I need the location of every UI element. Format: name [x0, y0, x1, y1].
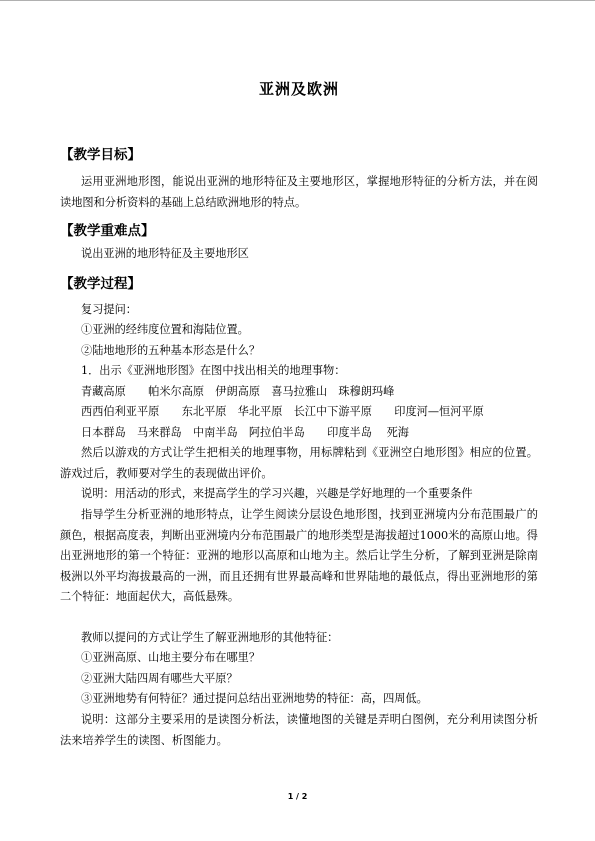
- page-number: 1 / 2: [287, 792, 308, 801]
- process-line: ①亚洲的经纬度位置和海陆位置。: [81, 323, 249, 336]
- process-line: 1．出示《亚洲地形图》在图中找出相关的地理事物：: [81, 364, 346, 377]
- question-line: ②亚洲大陆四周有哪些大平原？: [81, 672, 238, 685]
- process-line: ②陆地地形的五种基本形态是什么？: [81, 344, 261, 357]
- top-rule: [0, 0, 595, 1]
- objectives-text: 运用亚洲地形图，能说出亚洲的地形特征及主要地形区，掌握地形特征的分析方法，并在阅读地图和分析资料的基础上总结欧洲地形的特点。: [60, 175, 538, 209]
- question-line: 教师以提问的方式让学生了解亚洲地形的其他特征：: [81, 631, 339, 644]
- note-paragraph: 说明：用活动的形式，来提高学生的学习兴趣，兴趣是学好地理的一个重要条件: [81, 487, 473, 500]
- game-paragraph: 然后以游戏的方式让学生把相关的地理事物，用标牌粘到《亚洲空白地形图》相应的位置。游戏过后，教师要对学生的表现做出评价。: [60, 446, 538, 480]
- key-points-text: 说出亚洲的地形特征及主要地形区: [81, 247, 249, 260]
- note-paragraph: 说明：这部分主要采用的是读图分析法，读懂地图的关键是弄明白图例，充分利用读图分析法来培养学生的读图、析图能力。: [60, 713, 538, 747]
- landform-list-line: 西西伯利亚平原 东北平原 华北平原 长江中下游平原 印度河—恒河平原: [81, 405, 484, 418]
- guide-paragraph: 指导学生分析亚洲的地形特点，让学生阅读分层设色地形图，找到亚洲境内分布范围最广的颜色，根据高度表，判断出亚洲境内分布范围最广的地形类型是海拔超过1000米的高原山地。得出亚洲地形的第一个特征：亚洲的地形以高原和山地为主。然后让学生分析，了解到亚洲是除南极洲以外平均海拔最高的一洲，而且还拥有世界最高峰和世界陆地的最低点，得出亚洲地形的第二个特征：地面起伏大，高低悬殊。: [60, 508, 538, 603]
- document-title: 亚洲及欧洲: [258, 80, 339, 98]
- heading-process: 【教学过程】: [60, 276, 141, 292]
- heading-objectives: 【教学目标】: [60, 147, 141, 163]
- question-line: ③亚洲地势有何特征？通过提问总结出亚洲地势的特征：高，四周低。: [81, 692, 428, 705]
- landform-list-line: 日本群岛 马来群岛 中南半岛 阿拉伯半岛 印度半岛 死海: [81, 426, 409, 439]
- question-line: ①亚洲高原、山地主要分布在哪里？: [81, 651, 261, 664]
- process-line: 复习提问：: [81, 303, 137, 316]
- heading-key-points: 【教学重难点】: [60, 223, 155, 239]
- landform-list-line: 青藏高原 帕米尔高原 伊朗高原 喜马拉雅山 珠穆朗玛峰: [81, 385, 395, 398]
